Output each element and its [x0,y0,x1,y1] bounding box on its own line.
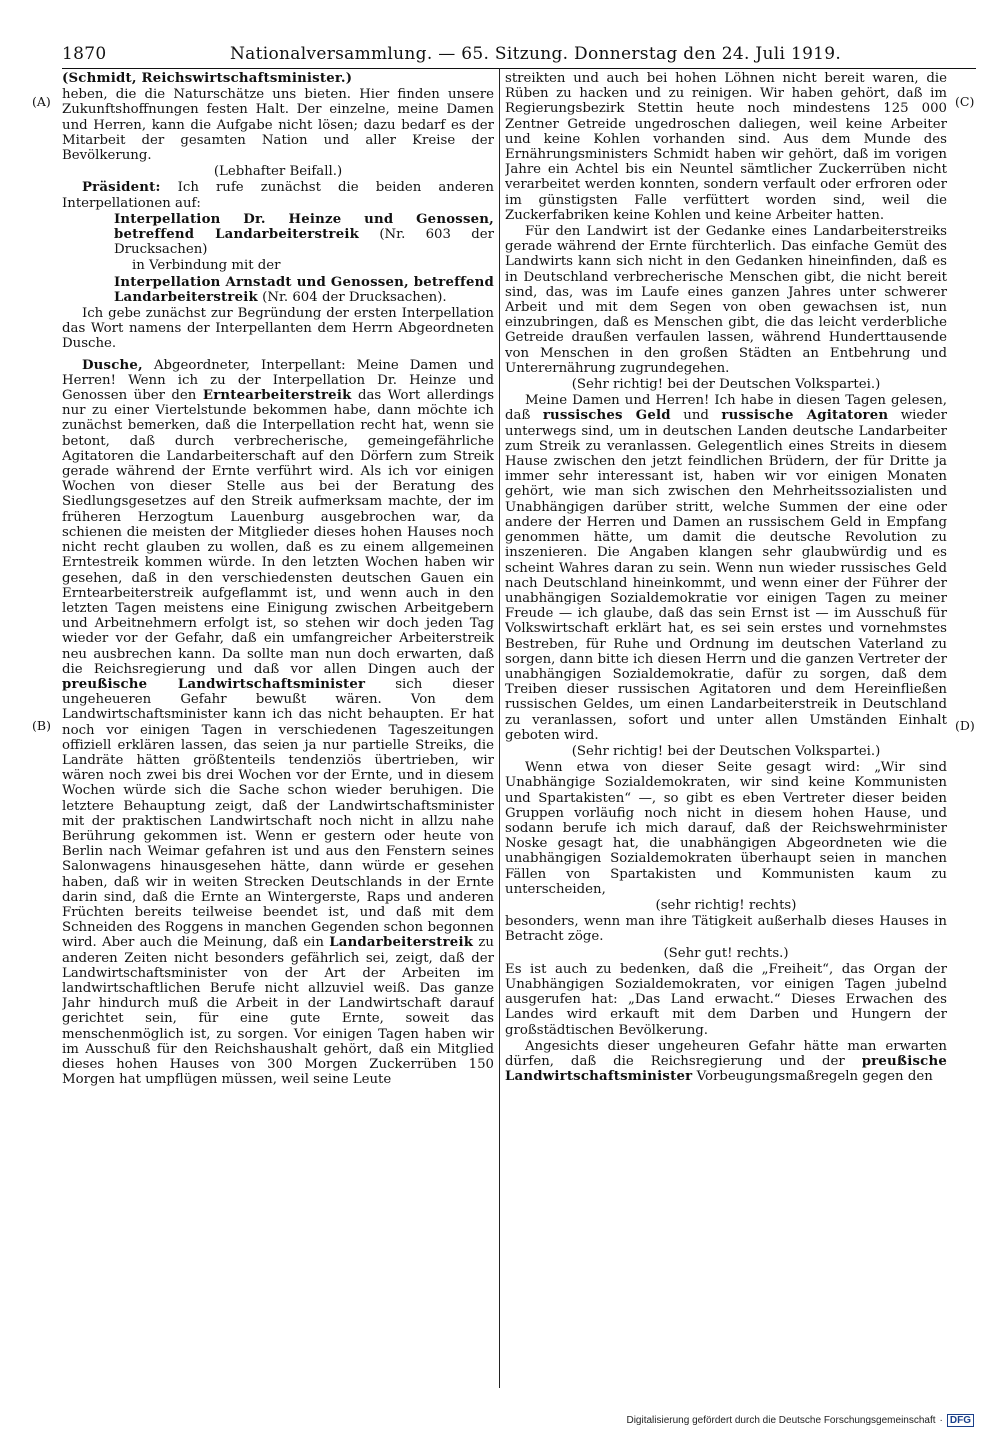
interjection: (sehr richtig! rechts) [655,897,797,913]
speaker-label: Dusche, [81,357,143,373]
interpellation-1: Interpellation Dr. Heinze und Genossen, betreffend Landarbeiterstreik (Nr. 603 der Drucksachen) [114,211,494,258]
paragraph: Meine Damen und Herren! Ich habe in diesen Tagen gelesen, daß russisches Geld und russische Agitatoren wieder unterwegs sind, um in deutschen Landen deutsche Landarbeiter zum Streik zu veranlassen. Gelegentlich eines Streits in diesem Hause zwischen den jetzt feindlichen Brüdern, der für Dritte ja immer sehr interessant ist, haben wir vor einigen Monaten gehört, wie man sich zwischen den Mehrheitssozialisten und Unabhängigen darüber stritt, welche Summen der eine oder andere der Herren und Damen an russischem Geld in Empfang genommen hätte, um damit die deutsche Revolution zu inszenieren. Die Angaben klangen sehr glaubwürdig und es scheint Wahres daran zu sein. Wenn nun wieder russisches Geld nach Deutschland hineinkommt, und wenn einer der Führer der unabhängigen Sozialdemokratie vor einigen Tagen zu meiner Freude — ich glaube, daß das sein Ernst ist — im Ausschuß für Volkswirtschaft erklärt hat, es sei sein erstes und vornehmstes Bestreben, für Ruhe und Ordnung im deutschen Vaterland zu sorgen, dann bitte ich diesen Herrn und die ganzen Vertreter der unabhängigen Sozialdemokratie, dafür zu sorgen, daß dem Treiben dieser russischen Agitatoren und dem Hereinfließen russischen Geldes, um einen Landarbeiterstreik in Deutschland zu veranlassen, sofort und unter allen Umständen Einhalt geboten wird. [505,393,947,743]
paragraph: Für den Landwirt ist der Gedanke eines Landarbeiterstreiks gerade während der Ernte fürchterlich. Das einfache Gemüt des Landwirts kann sich nicht in den Gedanken hineinfinden, daß es in Deutschland verbrecherische Menschen gibt, die nicht bereit sind, das, was im Laufe eines ganzen Jahres unter schwerer Arbeit und mit dem Segen von oben gewachsen ist, nun einzubringen, daß es Menschen gibt, die das leicht verderbliche Getreide draußen verfaulen lassen, während Hunderttausende von Menschen in den großen Städten an Entbehrung und Unterernährung zugrundegehen. [505,224,947,376]
footer-credit: Digitalisierung gefördert durch die Deutsche Forschungsgemeinschaft · DFG [626,1414,974,1427]
paragraph: Wenn etwa von dieser Seite gesagt wird: „Wir sind Unabhängige Sozialdemokraten, wir sind keine Kommunisten und Spartakisten“ —, so gibt es eben Vertreter dieser beiden Gruppen vorläufig noch nicht in diesem hohen Hause, und sodann berufe ich mich darauf, daß der Reichswehrminister Noske gesagt hat, die unabhängigen Abgeordneten wie die unabhängigen Sozialdemokraten überhaupt seien in manchen Fällen von Spartakisten und Kommunisten kaum zu unterscheiden, [505,760,947,897]
left-column [62,71,494,1371]
interjection: (Sehr richtig! bei der Deutschen Volkspartei.) [571,377,881,393]
interjection: (Lebhafter Beifall.) [213,164,343,180]
paragraph: heben, die die Naturschätze uns bieten. Hier finden unsere Zukunftshoffnungen festen Halt. Der einzelne, meine Damen und Herren, kann die Aufgabe nicht lösen; dazu bedarf es der Mitarbeit der gesamten Nation und aller Kreise der Bevölkerung. [62,87,494,164]
column-divider [499,68,500,1388]
page-header [62,44,974,68]
paragraph: Es ist auch zu bedenken, daß die „Freiheit“, das Organ der Unabhängigen Sozialdemokraten, vor einigen Tagen jubelnd ausgerufen hat: „Das Land erwacht.“ Dieses Erwachen des Landes wird erkauft mit dem Darben und Hungern der großstädtischen Bevölkerung. [505,961,947,1038]
paragraph: Angesichts dieser ungeheuren Gefahr hätte man erwarten dürfen, daß die Reichsregierung und der preußische Landwirtschaftsminister Vorbeugungsmaßregeln gegen den [505,1038,947,1085]
paragraph: besonders, wenn man ihre Tätigkeit außerhalb dieses Hauses in Betracht zöge. [505,914,947,945]
interjection: (Sehr gut! rechts.) [663,945,789,961]
speaker-note: (Schmidt, Reichswirtschaftsminister.) [62,71,353,86]
speech-paragraph: Dusche, Abgeordneter, Interpellant: Meine Damen und Herren! Wenn ich zu der Interpellation Dr. Heinze und Genossen über den Erntearbeiterstreik das Wort allerdings nur zu einer Viertelstunde bekommen habe, dann möchte ich zunächst bemerken, daß die Interpellation recht hat, wenn sie betont, daß durch verbrecherische, gemeingefährliche Agitatoren die Landarbeiterschaft auf den Dörfern zum Streik gerade während der Ernte verführt wird. Als ich vor einigen Wochen von dieser Stelle aus bei der Beratung des Siedlungsgesetzes auf den Streik aufmerksam machte, der im früheren Herzogtum Lauenburg ausgebrochen war, da schienen die meisten der Mitglieder dieses hohen Hauses noch nicht recht glauben zu wollen, daß es zu einem allgemeinen Erntestreik kommen würde. In den letzten Wochen haben wir gesehen, daß in den verschiedensten deutschen Gauen ein Erntearbeiterstreik aufgeflammt ist, und wenn auch in den letzten Tagen meistens eine Einigung zwischen Arbeitgebern und Arbeitnehmern erfolgt ist, so stehen wir doch jeden Tag wieder vor der Gefahr, daß ein umfangreicher Arbeiterstreik neu ausbrechen kann. Da sollte man nun doch erwarten, daß die Reichsregierung und daß vor allen Dingen auch der preußische Landwirtschaftsminister sich dieser ungeheueren Gefahr bewußt wären. Von dem Landwirtschaftsminister kann ich das nicht behaupten. Er hat noch vor einigen Tagen in verschiedenen Tageszeitungen offiziell erklären lassen, das seien ja nur partielle Streiks, die Landräte hätten größtenteils tendenziös übertrieben, wir wären noch zwei bis drei Wochen vor der Ernte, und in diesem Wochen würde sich die Sache schon wieder beruhigen. Die letztere Behauptung zeigt, daß der Landwirtschaftsminister mit der praktischen Landwirtschaft noch nicht in allzu nahe Berührung gekommen ist. Wenn er gestern oder heute von Berlin nach Weimar gefahren ist und aus den Fenstern seines Salonwagens hinausgesehen hätte, dann würde er gesehen haben, daß wir in weiten Strecken Deutschlands in der Ernte darin sind, daß die Ernte an Wintergerste, Raps und anderen Früchten bereits teilweise beendet ist, und daß mit dem Schneiden des Roggens in manchen Gegenden schon begonnen wird. Aber auch die Meinung, daß ein Landarbeiterstreik zu anderen Zeiten nicht besonders gefährlich sei, zeigt, daß der Landwirtschaftsminister von der Art der Arbeiten im landwirtschaftlichen Berufe nicht allzuviel weiß. Das ganze Jahr hindurch muß die Arbeit in der Landwirtschaft darauf gerichtet sein, für eine gute Ernte, soweit das menschenmöglich ist, zu sorgen. Vor einigen Tagen haben wir im Ausschuß für den Reichshaushalt gehört, daß ein Mitglied dieses hohen Hauses von 300 Morgen Zuckerrüben 150 Morgen hat umpflügen müssen, weil seine Leute [62,357,494,1088]
page-number: 1870 [62,44,107,64]
connector-text: in Verbindung mit der [132,258,281,274]
dfg-logo-icon: DFG [947,1414,974,1427]
margin-mark-c: (C) [955,94,975,109]
header-title: Nationalversammlung. — 65. Sitzung. Donnerstag den 24. Juli 1919. [230,44,842,64]
interpellation-2: Interpellation Arnstadt und Genossen, betreffend Landarbeiterstreik (Nr. 604 der Drucksachen). [114,274,494,305]
interjection: (Sehr richtig! bei der Deutschen Volkspartei.) [571,743,881,759]
margin-mark-d: (D) [955,718,975,733]
margin-mark-a: (A) [32,94,51,109]
header-rule [62,68,976,69]
margin-mark-b: (B) [32,718,51,733]
paragraph: streikten und auch bei hohen Löhnen nicht bereit waren, die Rüben zu hacken und zu reinigen. Wir haben gehört, daß im Regierungsbezirk Stettin heute noch mindestens 125 000 Zentner Getreide ungedroschen daliegen, weil keine Arbeiter und keine Kohlen vorhanden sind. Aus dem Munde des Ernährungsministers Schmidt haben wir gehört, daß im vorigen Jahre ein Achtel bis ein Neuntel sämtlicher Zuckerrüben nicht verarbeitet werden konnten, sondern verfault oder erfroren oder im günstigsten Falle verfüttert worden sind, weil die Zuckerfabriken keine Kohlen und keine Arbeiter hatten. [505,71,947,223]
paragraph: Ich gebe zunächst zur Begründung der ersten Interpellation das Wort namens der Interpellanten dem Herrn Abgeordneten Dusche. [62,306,494,352]
footer-text: Digitalisierung gefördert durch die Deutsche Forschungsgemeinschaft [626,1415,936,1426]
speaker-label: Präsident: [81,180,161,196]
right-column [505,71,947,1371]
president-paragraph: Präsident: Ich rufe zunächst die beiden anderen Interpellationen auf: [62,180,494,211]
